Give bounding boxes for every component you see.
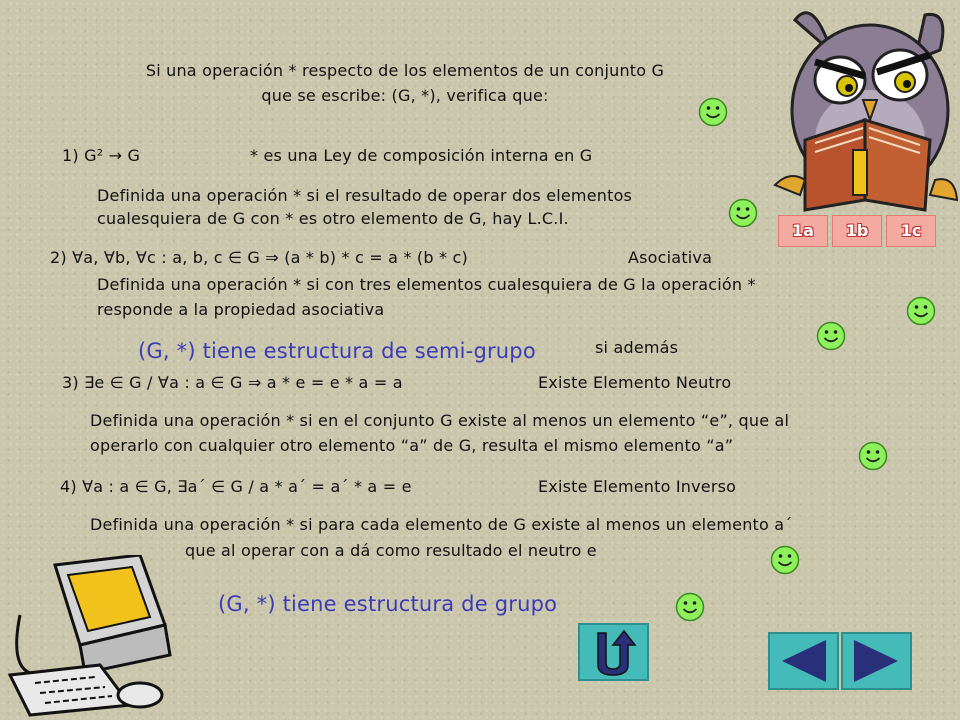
property-4-definition-line-1: Definida una operación * si para cada elemento de G existe al menos un elemento a´ <box>90 515 793 534</box>
property-3-definition-line-2: operarlo con cualquier otro elemento “a” de G, resulta el mismo elemento “a” <box>90 436 734 455</box>
previous-icon <box>770 634 837 688</box>
property-1-label: * es una Ley de composición interna en G <box>250 146 593 165</box>
property-1-definition-line-2: cualesquiera de G con * es otro elemento de G, hay L.C.I. <box>97 209 569 228</box>
smiley-icon[interactable] <box>858 441 888 471</box>
intro-line-2: que se escribe: (G, *), verifica que: <box>261 86 549 105</box>
smiley-icon[interactable] <box>698 97 728 127</box>
property-3-definition-line-1: Definida una operación * si en el conjunto G existe al menos un elemento “e”, que al <box>90 411 790 430</box>
smiley-icon[interactable] <box>675 592 705 622</box>
property-2-definition-line-2: responde a la propiedad asociativa <box>97 300 385 319</box>
return-arrow-icon <box>580 625 647 679</box>
owl-reading-icon <box>765 0 960 215</box>
property-2-definition-line-1: Definida una operación * si con tres elementos cualesquiera de G la operación * <box>97 275 756 294</box>
button-1a[interactable]: 1a <box>778 215 828 247</box>
si-ademas-label: si además <box>595 338 679 357</box>
smiley-icon[interactable] <box>906 296 936 326</box>
property-2-label: Asociativa <box>628 248 713 267</box>
semigroup-statement: (G, *) tiene estructura de semi-grupo <box>138 339 536 363</box>
property-1-formula: 1) G² → G <box>62 146 141 165</box>
next-icon <box>843 634 910 688</box>
group-statement: (G, *) tiene estructura de grupo <box>218 592 558 616</box>
previous-button[interactable] <box>768 632 839 690</box>
property-2-formula: 2) ∀a, ∀b, ∀c : a, b, c ∈ G ⇒ (a * b) * c = a * (b * c) <box>50 248 468 267</box>
property-4-formula: 4) ∀a : a ∈ G, ∃a´ ∈ G / a * a´ = a´ * a = e <box>60 477 412 496</box>
button-1b[interactable]: 1b <box>832 215 882 247</box>
intro-line-1: Si una operación * respecto de los elementos de un conjunto G <box>145 61 665 80</box>
property-4-definition-line-2: que al operar con a dá como resultado el neutro e <box>185 541 597 560</box>
button-1c[interactable]: 1c <box>886 215 936 247</box>
smiley-icon[interactable] <box>816 321 846 351</box>
smiley-icon[interactable] <box>770 545 800 575</box>
next-button[interactable] <box>841 632 912 690</box>
property-3-label: Existe Elemento Neutro <box>538 373 732 392</box>
smiley-icon[interactable] <box>728 198 758 228</box>
property-3-formula: 3) ∃e ∈ G / ∀a : a ∈ G ⇒ a * e = e * a = a <box>62 373 403 392</box>
computer-character-icon <box>0 555 175 720</box>
return-button[interactable] <box>578 623 649 681</box>
property-1-definition-line-1: Definida una operación * si el resultado de operar dos elementos <box>97 186 633 205</box>
property-4-label: Existe Elemento Inverso <box>538 477 737 496</box>
